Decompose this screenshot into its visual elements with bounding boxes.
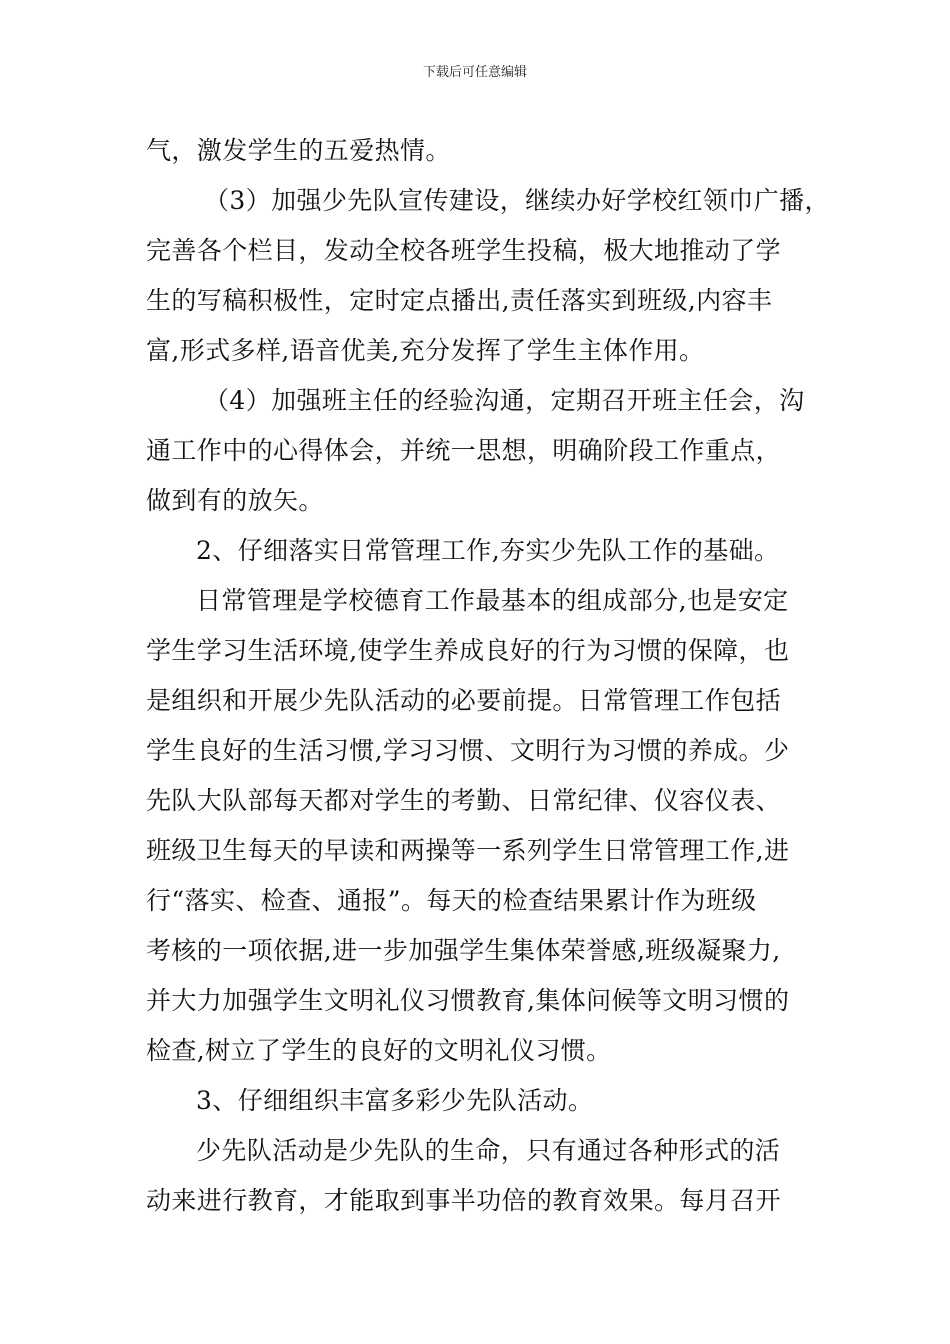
text-line: 富,形式多样,语音优美,充分发挥了学生主体作用。 (146, 336, 705, 365)
text-line: 检查,树立了学生的良好的文明礼仪习惯。 (146, 1036, 612, 1065)
text-line: 是组织和开展少先队活动的必要前提。日常管理工作包括 (146, 686, 782, 715)
text-line: 班级卫生每天的早读和两操等一系列学生日常管理工作,进 (146, 836, 790, 865)
paragraph-start: 少先队活动是少先队的生命，只有通过各种形式的活 (196, 1136, 781, 1165)
text-line: 动来进行教育，才能取到事半功倍的教育效果。每月召开 (146, 1186, 782, 1215)
page-header: 下载后可任意编辑 (422, 65, 527, 80)
paragraph-item-3: （3）加强少先队宣传建设，继续办好学校红领巾广播， (204, 186, 830, 215)
paragraph-item-4: （4）加强班主任的经验沟通，定期召开班主任会，沟 (204, 386, 805, 415)
document-body (146, 126, 830, 1226)
text-line: 考核的一项依据,进一步加强学生集体荣誉感,班级凝聚力, (146, 936, 781, 965)
text-line: 并大力加强学生文明礼仪习惯教育,集体问候等文明习惯的 (146, 986, 790, 1015)
text-line: 先队大队部每天都对学生的考勤、日常纪律、仪容仪表、 (146, 786, 782, 815)
section-heading-2: 2、仔细落实日常管理工作,夯实少先队工作的基础。 (196, 536, 780, 565)
section-heading-3: 3、仔细组织丰富多彩少先队活动。 (196, 1086, 594, 1115)
text-line: 学生良好的生活习惯,学习习惯、文明行为习惯的养成。少 (146, 736, 790, 765)
text-line: 完善各个栏目，发动全校各班学生投稿，极大地推动了学 (146, 236, 782, 265)
text-line: 气，激发学生的五爱热情。 (146, 136, 451, 165)
text-line: 通工作中的心得体会，并统一思想，明确阶段工作重点， (146, 436, 782, 465)
text-line: 学生学习生活环境,使学生养成良好的行为习惯的保障，也 (146, 636, 790, 665)
text-line: 生的写稿积极性，定时定点播出,责任落实到班级,内容丰 (146, 286, 773, 315)
paragraph-start: 日常管理是学校德育工作最基本的组成部分,也是安定 (196, 586, 789, 615)
text-line: 行“落实、检查、通报”。每天的检查结果累计作为班级 (146, 886, 757, 915)
text-line: 做到有的放矢。 (146, 486, 324, 515)
